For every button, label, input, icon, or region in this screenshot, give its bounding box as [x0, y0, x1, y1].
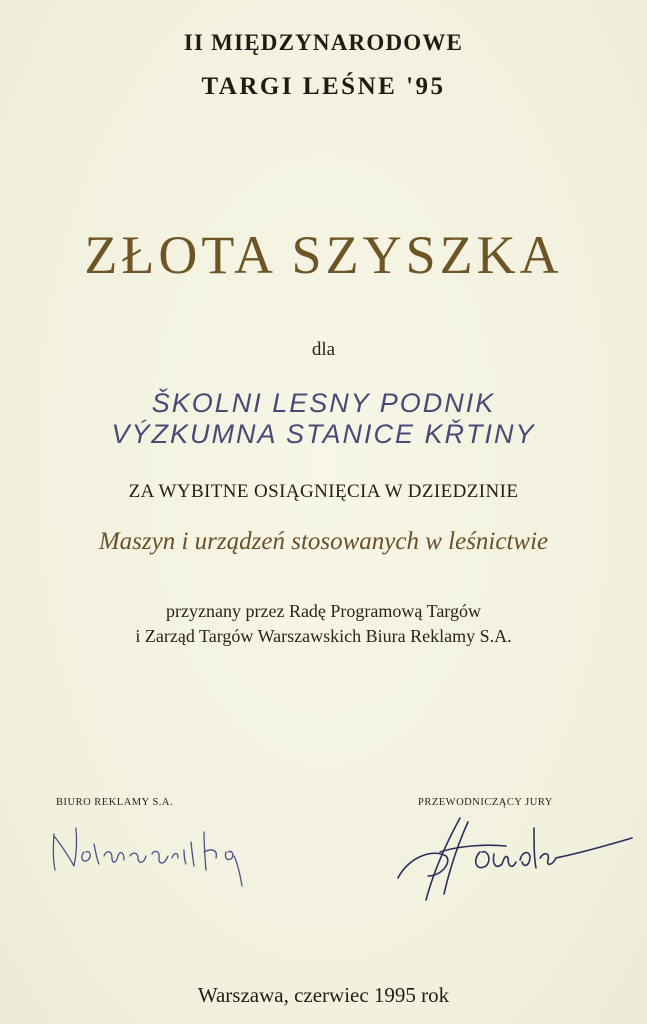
right-signature-label: PRZEWODNICZĄCY JURY: [418, 797, 553, 808]
achievement-field: Maszyn i urządzeń stosowanych w leśnictwie: [98, 528, 549, 555]
granted-by-line2: i Zarząd Targów Warszawskich Biura Reklamy S.A.: [135, 626, 512, 646]
recipient-line1: ŠKOLNI LESNY PODNIK: [151, 388, 496, 418]
right-handwritten-signature: [388, 800, 638, 920]
for-word: dla: [311, 339, 336, 360]
recipient-line2: VÝZKUMNA STANICE KŘTINY: [111, 419, 536, 449]
left-signature-label: BIURO REKLAMY S.A.: [56, 797, 174, 808]
place-and-date: Warszawa, czerwiec 1995 rok: [197, 983, 450, 1007]
granted-by-line1: przyznany przez Radę Programową Targów: [166, 601, 481, 621]
event-title-line2: TARGI LEŚNE '95: [201, 73, 446, 100]
left-handwritten-signature: [44, 812, 254, 892]
event-title-line1: II MIĘDZYNARODOWE: [183, 30, 464, 55]
achievement-text: ZA WYBITNE OSIĄGNIĘCIA W DZIEDZINIE: [128, 481, 519, 502]
award-title: ZŁOTA SZYSZKA: [84, 225, 563, 285]
